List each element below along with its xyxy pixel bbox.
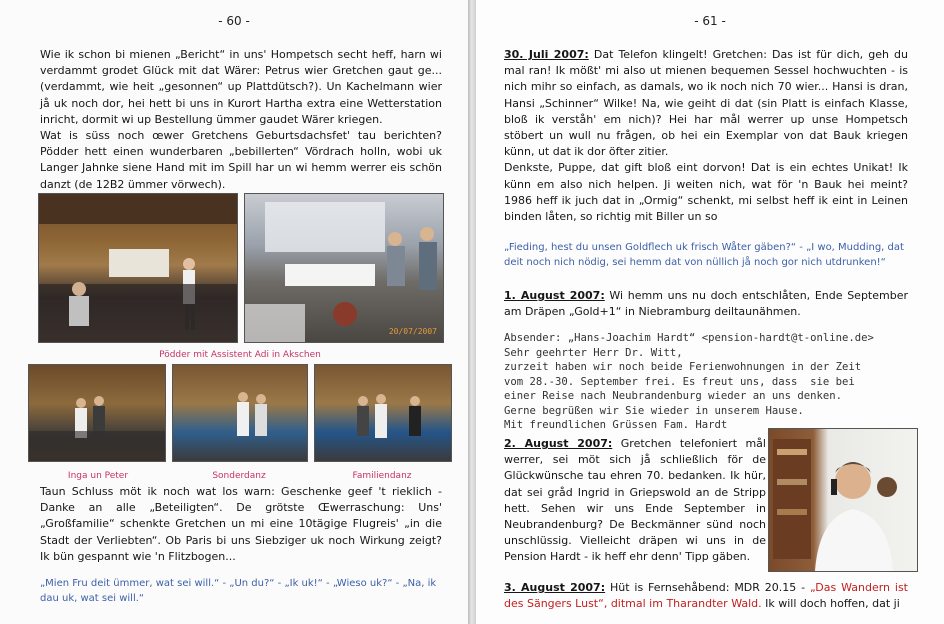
photo-familiendanz <box>314 364 452 462</box>
left-quote: „Mien Fru deit ümmer, wat sei will.“ - „Un du?“ - „Ik uk!“ - „Wieso uk?“ - „Na, ik dau uk, wat sei will.“ <box>40 578 437 604</box>
caption-inga-peter: Inga un Peter <box>67 471 129 481</box>
photo-inga-peter-scene <box>29 365 165 461</box>
entry-aug-2 <box>504 436 766 566</box>
entry-aug-1 <box>504 288 908 320</box>
entry-aug-1-body: Wi hemm uns nu doch entschlåten, Ende September am Dräpen „Gold+1“ in Niebramburg deiltaunähmen. <box>504 289 908 319</box>
photo-presentation-scene <box>245 194 443 342</box>
page-number-right: - 61 - <box>694 14 726 28</box>
email-line: Gerne begrüßen wir Sie wieder in unserem Hause. <box>504 404 804 417</box>
left-paragraph-3: Taun Schluss möt ik noch wat los warn: Geschenke geef 't rieklich - Danke an alle „Beteiligten“. De grötste Œwerraschung: Uns' „Großfamilie“ schenkte Gretchen un mi eine 10tägige Flugreis' „in die Stadt der Verliebten“. Ob Paris bi uns Siebziger uk noch Wirkung zeigt? Ik bün gespannt wie 'n Flitzbogen... <box>40 485 442 563</box>
entry-july-30 <box>504 47 908 225</box>
right-page <box>476 0 944 624</box>
photo-familiendanz-scene <box>315 365 451 461</box>
entry-aug-3-highlight: „Das Wandern ist des Sängers Lust“, ditmal im Tharandter Wald. <box>504 581 908 611</box>
entry-july-30-body: Dat Telefon klingelt! Gretchen: Das ist für dich, geh du mal ran! Ik mößt' mi also ut mienen bequemen Sessel hochwuchten - is nich mihr so einfach, as damals, wo ik noch nich 70 wier... Hansi is dran, Hansi „Schinner“ Wilke! Na, wie geiht di dat (sin Platt is einfach Klasse, bloß ik verståh' em nich)? Hei har mål werrer up unse Hompetsch stöbert un wull nu frågen, ob hei ein Exemplar von dat Bauk kriegen künn, ut dat ik dor öfter zitier. <box>504 48 909 159</box>
email-block <box>504 331 874 433</box>
email-line: Mit freundlichen Grüssen Fam. Hardt <box>504 419 728 431</box>
photo-inga-peter <box>28 364 166 462</box>
right-quote: „Fieding, hest du unsen Goldflech uk frisch Wåter gäben?“ - „I wo, Mudding, dat deit noch nich nödig, sei hemm dat von nüllich jå noch gor nich utdrunken!“ <box>504 242 904 268</box>
entry-july-30-body-2: Denkste, Puppe, dat gift bloß eint dorvon! Dat is ein echtes Unikat! Ik künn em also nich helpen. Ji weiten nich, wat för 'n Bauk hei meint? 1986 heff ik juch dat in „Ormig“ schenkt, mi selbst heff ik eint in Leinen binden låten, so richtig mit Biller un so <box>504 161 908 224</box>
photo-gretchen-phone <box>768 428 918 572</box>
email-line: einer Reise nach Neubrandenburg wieder an uns denken. <box>504 390 843 402</box>
photo-gretchen-scene <box>769 429 917 571</box>
email-line: zurzeit haben wir noch beide Ferienwohnungen in der Zeit <box>504 361 862 373</box>
entry-aug-2-date: 2. August 2007: <box>504 437 613 450</box>
page-number-left: - 60 - <box>218 14 250 28</box>
caption-main: Pödder mit Assistent Adi in Akschen <box>159 350 321 360</box>
book-gutter <box>468 0 476 624</box>
left-paragraph-1: Wie ik schon bi mienen „Bericht“ in uns' Hompetsch secht heff, harn wi verdammt grodet Glück mit dat Wärer: Petrus wier Gretchen gaut ge... (verdammt, wie heit „gesonnen“ up Plattdütsch?). Un Kachelmann wier jå uk noch dor, hei hett bi uns in Kurort Hartha extra eine Wetterstation inricht, dormit wi up Bestellung ümmer gaudet Wärer kriegen. <box>40 48 442 126</box>
left-page <box>0 0 468 624</box>
entry-aug-3-body-end: Ik will doch hoffen, dat ji <box>761 597 900 611</box>
photo-sonderdanz-scene <box>173 365 307 461</box>
entry-aug-3-body: Hüt is Fernsehåbend: MDR 20.15 - <box>605 581 810 594</box>
entry-july-30-date: 30. Juli 2007: <box>504 48 589 61</box>
entry-aug-3-date: 3. August 2007: <box>504 581 606 594</box>
caption-familiendanz: Familiendanz <box>352 471 412 481</box>
photo-speaker <box>38 193 238 343</box>
caption-sonderdanz: Sonderdanz <box>212 471 266 481</box>
entry-aug-3 <box>504 580 908 612</box>
email-line: vom 28.-30. September frei. Es freut uns, dass sie bei <box>504 375 855 388</box>
entry-aug-1-date: 1. August 2007: <box>504 289 605 302</box>
entry-aug-2-body: Gretchen telefoniert mål werrer, sei möt sich jå schließlich för de Glückwünsche tau ehren 70. bedanken. Ik hür, dat sei gråd Ingrid in Griepswold an de Stripp hett. Sehen wir uns Ende September in Neubrandenburg? De Beckmänner sünd noch unschlüssig. Vielleicht dräpen wi uns in de Pension Hardt - ik heff ehr denn' Tipp gäben. <box>504 437 766 564</box>
email-line: Absender: „Hans-Joachim Hardt“ <pension-hardt@t-online.de> <box>504 332 874 344</box>
left-text-block-1 <box>40 47 442 193</box>
photo-presentation <box>244 193 444 343</box>
entry-july-30-text <box>504 47 908 160</box>
left-paragraph-2: Wat is süss noch œwer Gretchens Geburtsdachsfet' tau berichten? Pödder hett einen wunderbaren „bebillerten“ Vördrach holln, wobi uk Langer Jahnke siene Hand mit im Spill har un wi hemm werrer eis schön danzt (de 12B2 ümmer vörwech). <box>40 129 442 191</box>
email-line: Sehr geehrter Herr Dr. Witt, <box>504 346 683 359</box>
photo-speaker-scene <box>39 194 237 342</box>
photo-date-stamp: 20/07/2007 <box>388 327 437 336</box>
photo-sonderdanz <box>172 364 308 462</box>
